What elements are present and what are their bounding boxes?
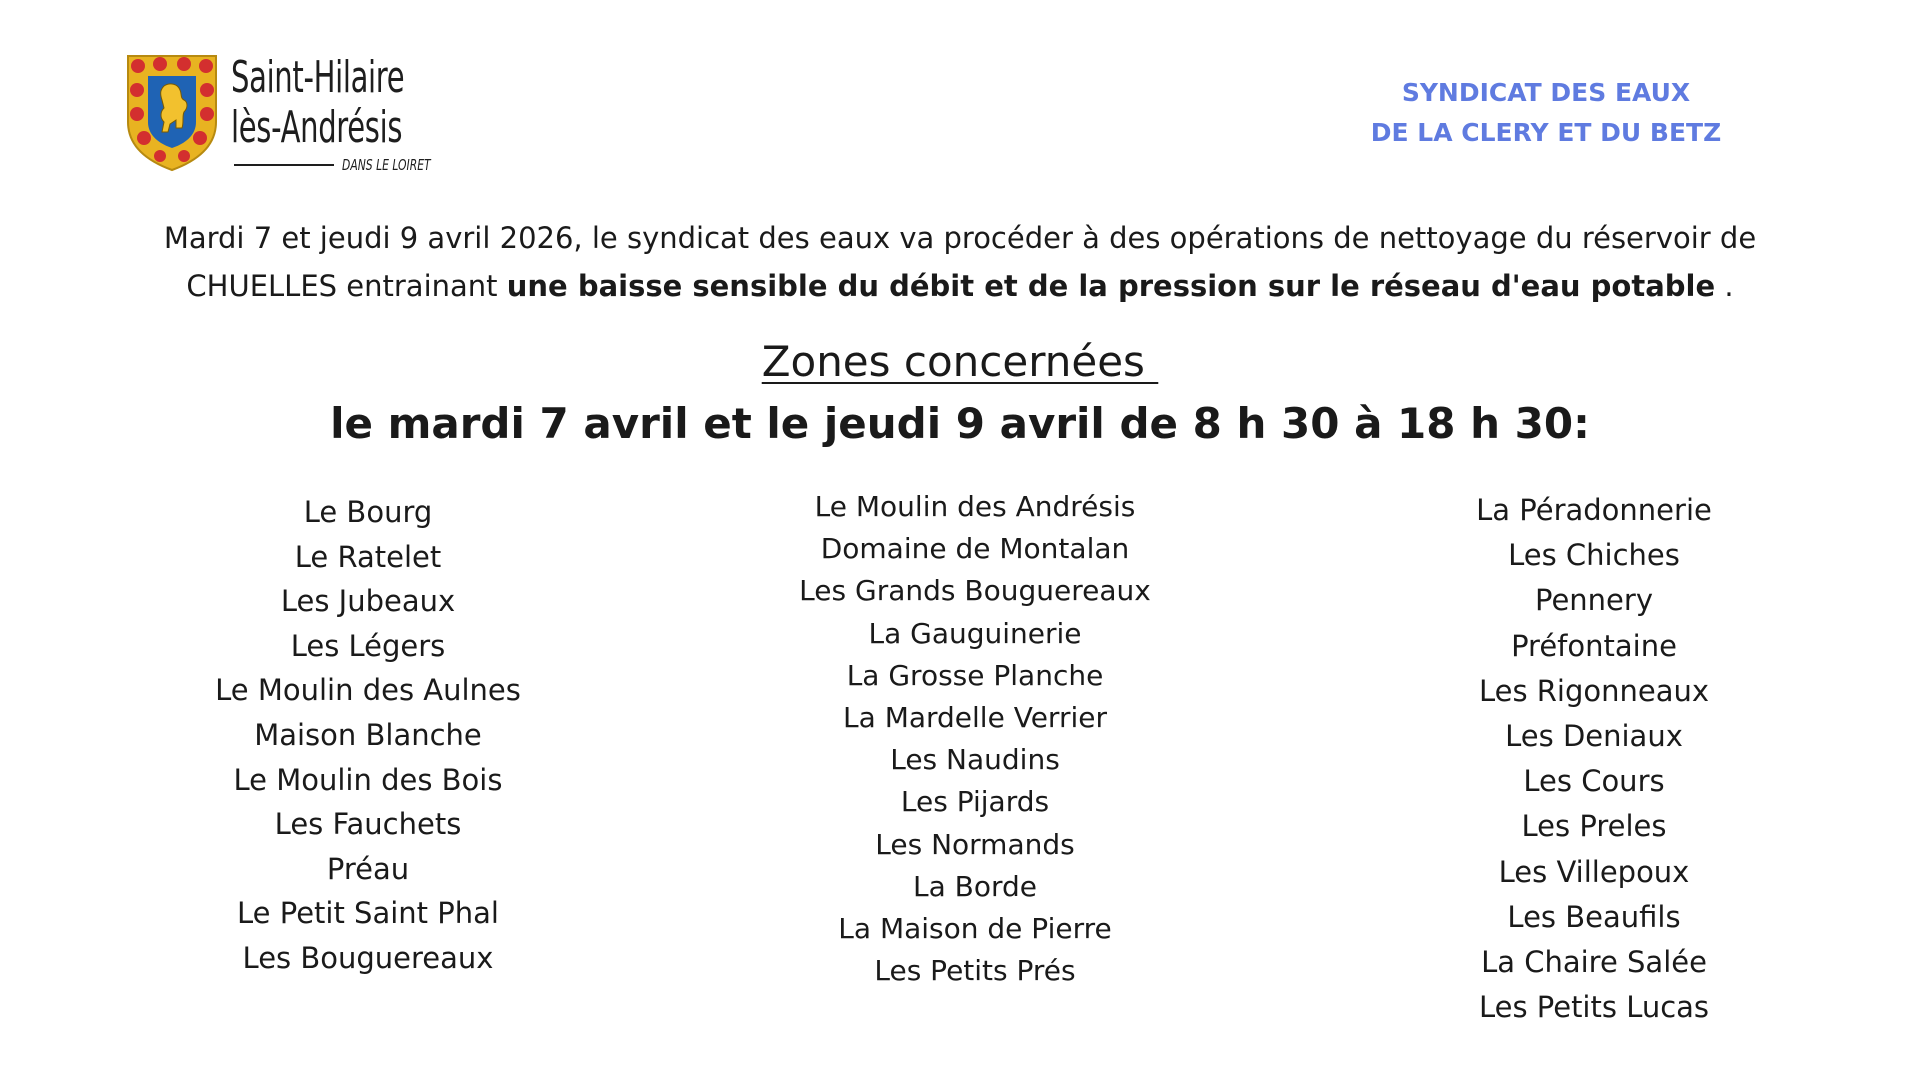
zone-item: La Grosse Planche bbox=[846, 658, 1104, 692]
notice-paragraph bbox=[100, 214, 1820, 310]
zone-item: Les Chiches bbox=[1508, 538, 1680, 573]
zone-item: Préau bbox=[326, 851, 410, 886]
zone-item: Le Moulin des Bois bbox=[233, 762, 503, 797]
zones-column-1 bbox=[168, 490, 568, 981]
zone-item: Les Naudins bbox=[890, 743, 1060, 777]
notice-emphasis: une baisse sensible du débit et de la pression sur le réseau d'eau potable bbox=[506, 269, 1716, 303]
town-logo bbox=[124, 52, 454, 177]
zone-item: La Chaire Salée bbox=[1481, 945, 1707, 980]
organization-line1: SYNDICAT DES EAUX bbox=[1401, 78, 1691, 107]
zone-item: Les Bouguereaux bbox=[242, 940, 494, 975]
zone-item: Les Villepoux bbox=[1498, 854, 1690, 889]
zone-item: La Gauguinerie bbox=[868, 616, 1082, 650]
zone-item: Les Jubeaux bbox=[280, 584, 456, 619]
zone-item: Les Normands bbox=[875, 827, 1075, 861]
zone-item: Le Moulin des Andrésis bbox=[814, 490, 1136, 523]
logo-town-name-line1: Saint-Hilaire bbox=[231, 52, 405, 103]
logo-tagline: DANS LE LOIRET bbox=[342, 156, 431, 174]
zone-item: Maison Blanche bbox=[254, 717, 482, 752]
zone-item: Le Ratelet bbox=[294, 539, 442, 574]
zone-item: Préfontaine bbox=[1511, 628, 1677, 663]
zone-item: Les Fauchets bbox=[274, 807, 462, 842]
zone-item: Les Légers bbox=[290, 628, 446, 663]
zone-item: Les Cours bbox=[1523, 764, 1665, 799]
zone-item: Le Bourg bbox=[303, 495, 433, 529]
zone-item: La Maison de Pierre bbox=[838, 912, 1112, 946]
zone-item: La Borde bbox=[912, 869, 1038, 903]
zone-item: Les Beaufils bbox=[1507, 899, 1681, 934]
zone-item: La Mardelle Verrier bbox=[843, 701, 1107, 735]
zone-item: Pennery bbox=[1535, 583, 1653, 618]
organization-line2: DE LA CLERY ET DU BETZ bbox=[1370, 118, 1722, 147]
zone-item: Les Petits Prés bbox=[874, 954, 1076, 988]
zone-item: Les Preles bbox=[1521, 809, 1667, 844]
heraldic-shield-lion-icon bbox=[124, 52, 220, 172]
zone-item: Les Petits Lucas bbox=[1478, 990, 1710, 1025]
zones-column-3 bbox=[1394, 488, 1794, 1030]
zones-title: Zones concernées bbox=[761, 337, 1159, 386]
zone-item: La Péradonnerie bbox=[1476, 493, 1712, 527]
zone-item: Le Petit Saint Phal bbox=[237, 896, 499, 931]
notice-text-end: . bbox=[1715, 269, 1734, 303]
zone-item: Les Rigonneaux bbox=[1478, 673, 1710, 708]
zone-item: Les Deniaux bbox=[1505, 719, 1683, 754]
zone-item: Le Moulin des Aulnes bbox=[215, 673, 521, 708]
notice-text: Mardi 7 et jeudi 9 avril 2026, le syndicat des eaux va procéder à des opérations de nettoyage du réservoir de CHUELLES entrainant bbox=[163, 221, 1757, 303]
zones-column-2 bbox=[765, 486, 1185, 992]
zone-item: Domaine de Montalan bbox=[820, 532, 1130, 566]
zone-item: Les Grands Bouguereaux bbox=[799, 574, 1151, 608]
logo-town-name-line2: lès-Andrésis bbox=[231, 102, 403, 153]
organization-name bbox=[1326, 73, 1766, 153]
zone-item: Les Pijards bbox=[900, 785, 1050, 819]
zones-schedule: le mardi 7 avril et le jeudi 9 avril de 8 h 30 à 18 h 30: bbox=[330, 399, 1590, 448]
logo-divider bbox=[234, 164, 334, 166]
